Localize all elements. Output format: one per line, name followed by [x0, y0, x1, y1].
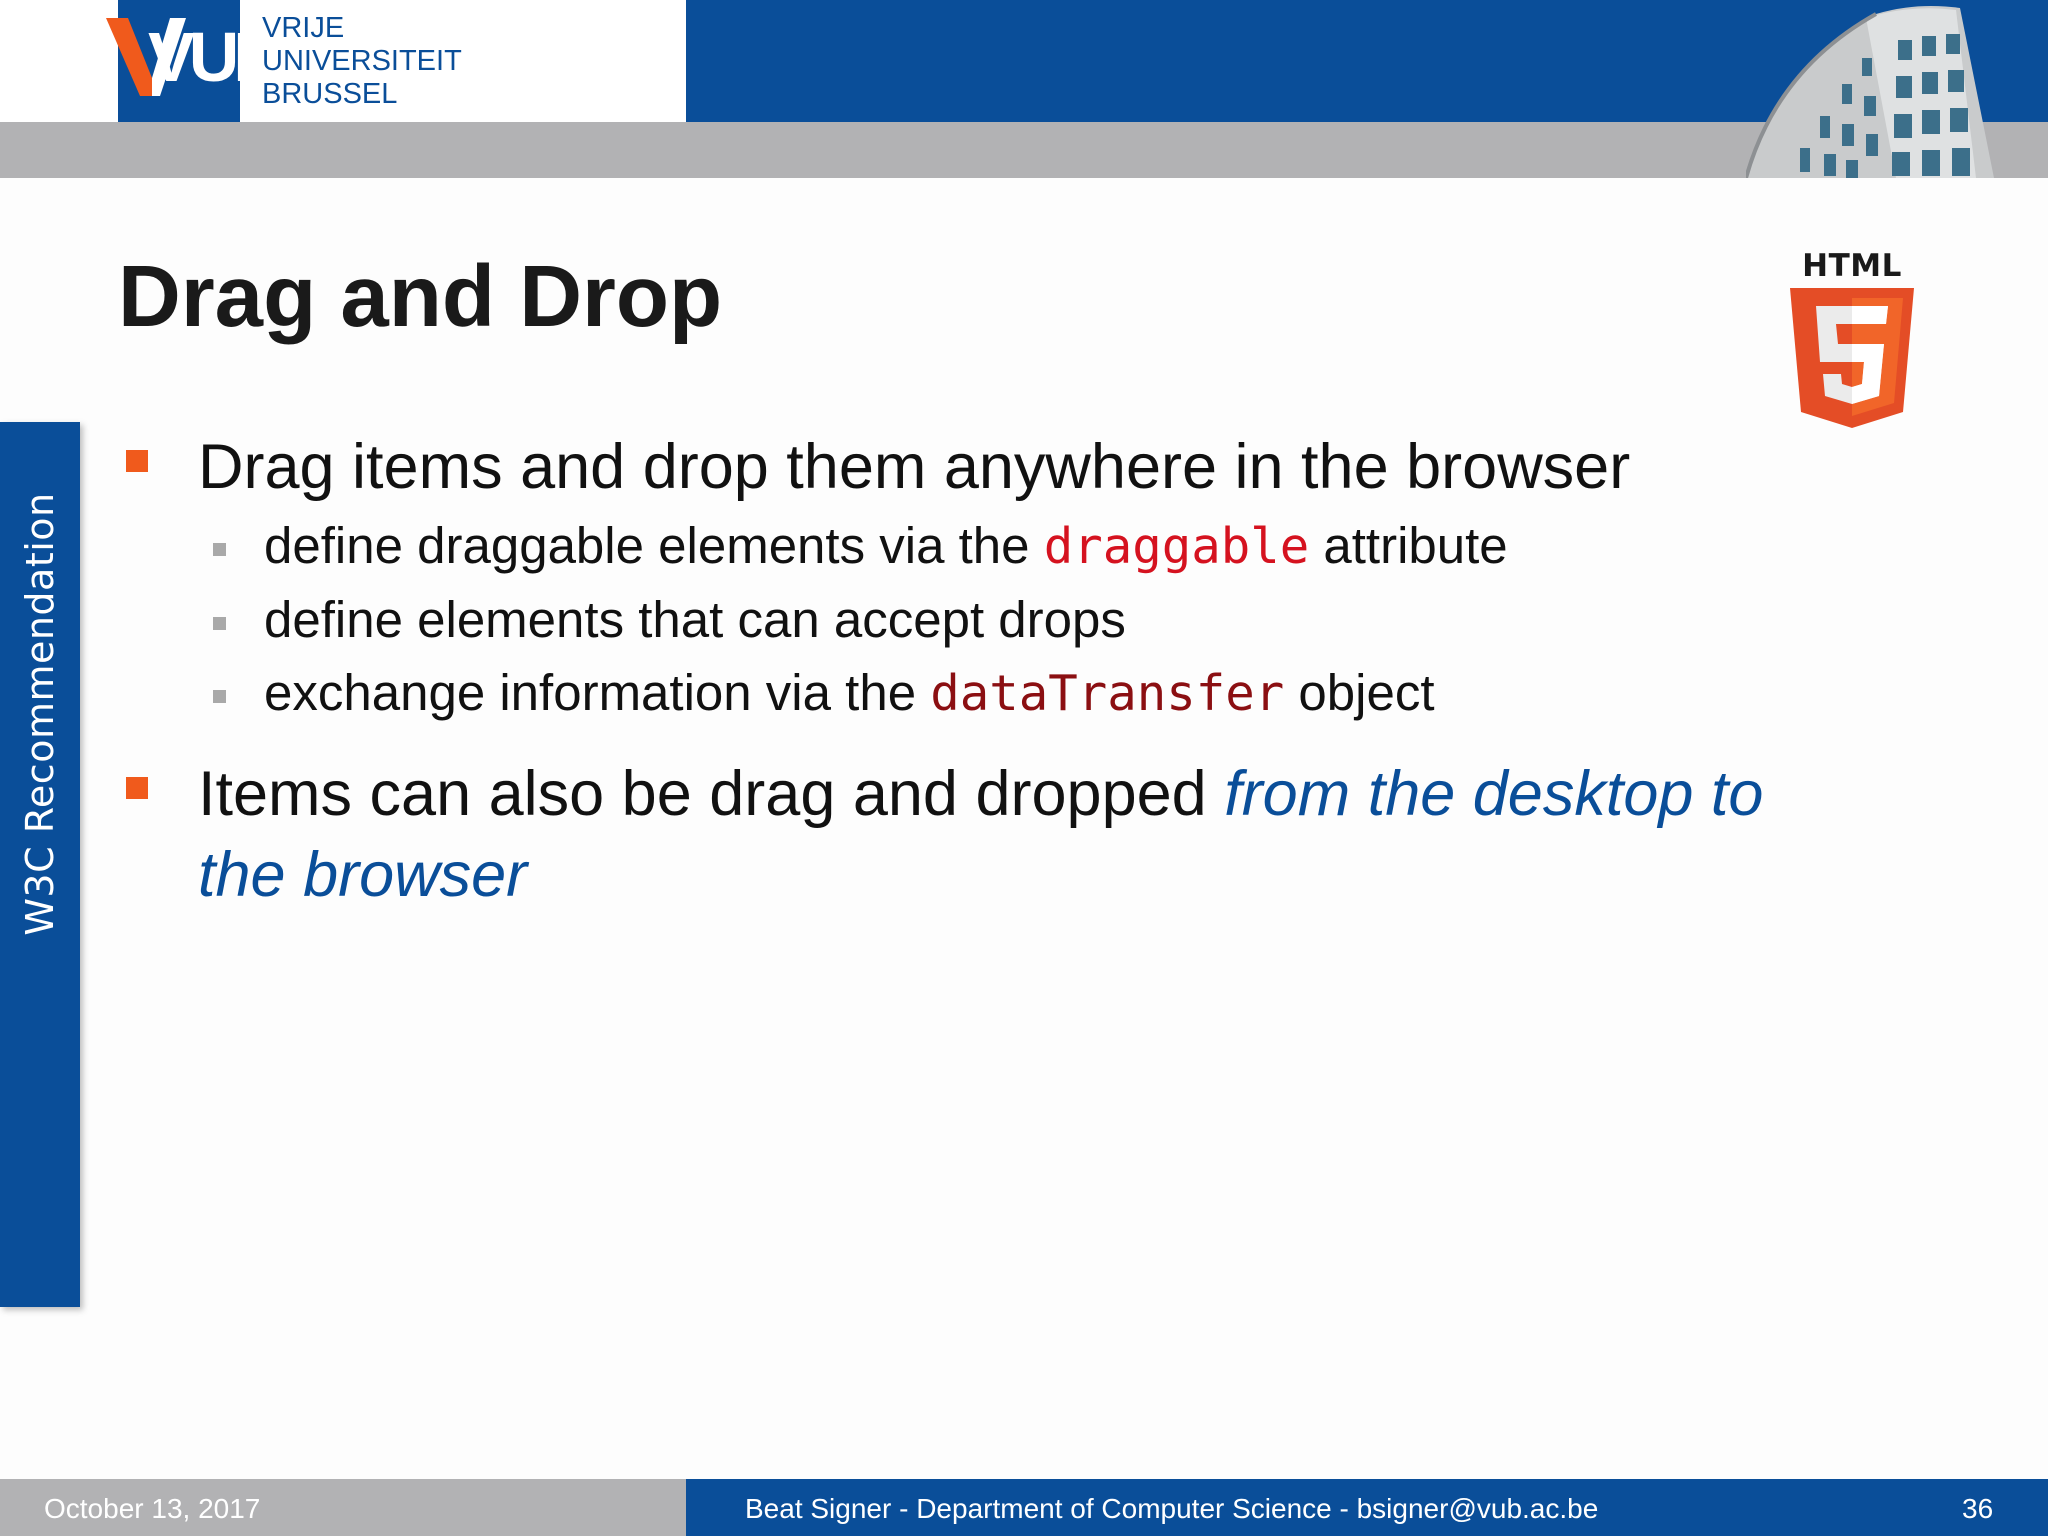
footer-date: October 13, 2017 [44, 1493, 261, 1524]
footer-author-info: Beat Signer - Department of Computer Science - bsigner@vub.ac.be [745, 1493, 1599, 1524]
vub-logo-letters: VUB [148, 18, 278, 96]
code-datatransfer: dataTransfer [930, 665, 1285, 722]
sub-bullet-text: define elements that can accept drops [264, 591, 1126, 648]
bullet-text: Items can also be drag and dropped from the desktop to [198, 759, 1764, 829]
header-gray-band [0, 122, 2048, 178]
html5-badge-label: HTML [1802, 248, 1902, 284]
page-number: 36 [1962, 1493, 1994, 1524]
sidebar-label: W3C Recommendation [18, 492, 62, 936]
sub-bullet-marker [213, 690, 226, 703]
sub-bullet-marker [213, 617, 226, 630]
sub-bullet-text: define draggable elements via the draggable attribute [264, 517, 1508, 575]
code-draggable: draggable [1043, 518, 1310, 575]
html5-logo-icon [1786, 246, 1918, 430]
slide-title: Drag and Drop [118, 248, 723, 345]
bullet-marker [126, 777, 148, 799]
building-photo [1746, 0, 1994, 178]
sub-bullet-text: exchange information via the dataTransfer object [264, 664, 1435, 722]
bullet-emphasis-continued: the browser [198, 840, 528, 910]
sub-bullet-marker [213, 543, 226, 556]
bullet-text: Drag items and drop them anywhere in the browser [198, 432, 1631, 502]
bullet-emphasis: from the desktop to [1224, 759, 1764, 829]
university-name: VRIJE UNIVERSITEIT BRUSSEL [262, 12, 462, 110]
bullet-marker [126, 450, 148, 472]
